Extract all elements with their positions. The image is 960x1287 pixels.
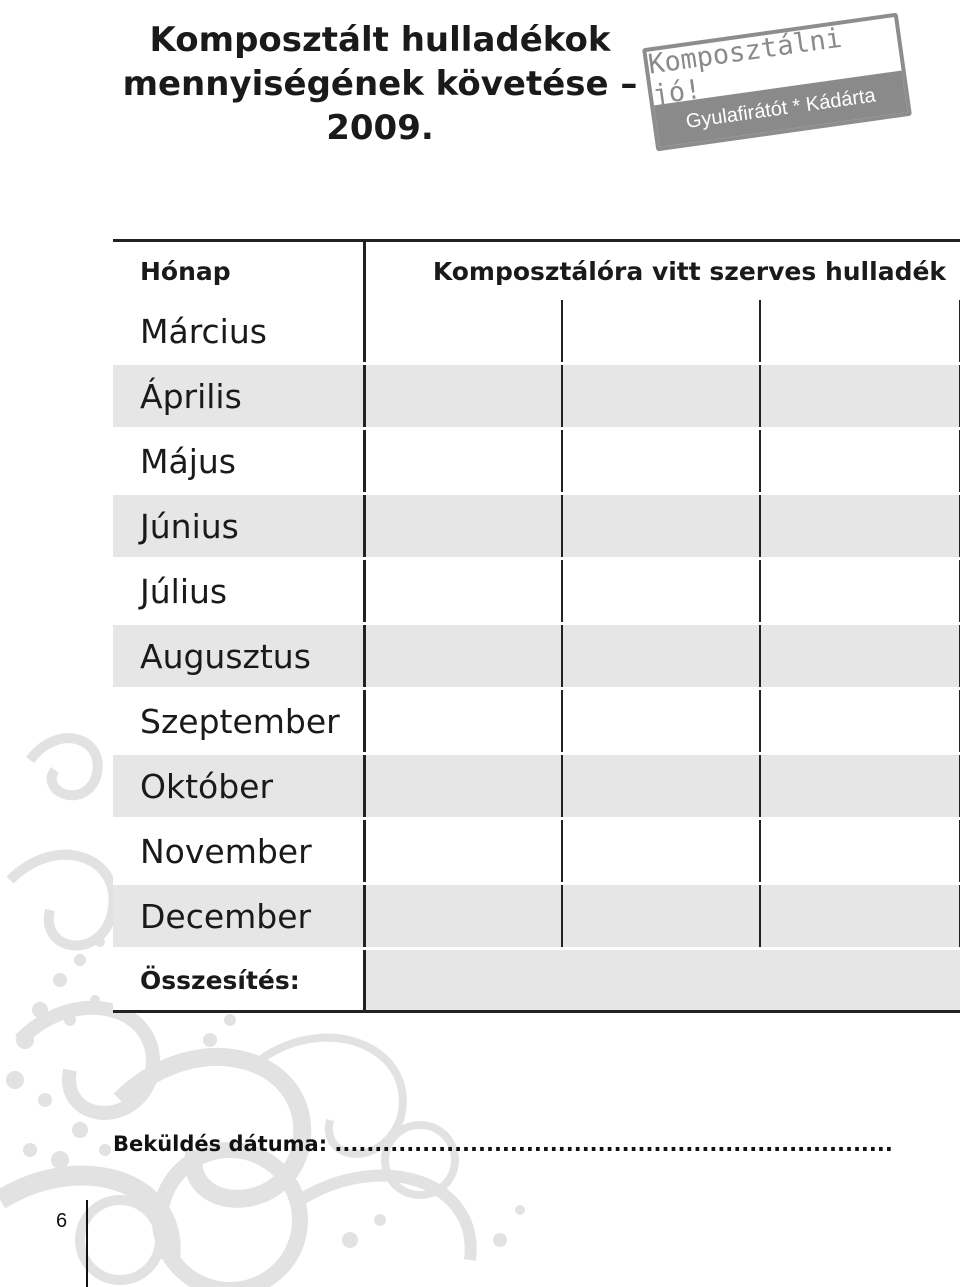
header-waste: Komposztálóra vitt szerves hulladék	[364, 241, 960, 301]
month-label: Március	[113, 300, 364, 364]
page-title	[120, 18, 640, 150]
table-row	[113, 624, 960, 689]
table-row	[113, 364, 960, 429]
table-row	[113, 429, 960, 494]
entry-cell[interactable]	[760, 819, 960, 884]
entry-cell[interactable]	[562, 494, 760, 559]
entry-cell[interactable]	[378, 429, 562, 494]
summary-label: Összesítés:	[113, 949, 364, 1012]
waste-table	[113, 239, 960, 1013]
table-row	[113, 559, 960, 624]
stamp-bottom-text: Gyulafirátót * Kádárta	[654, 71, 907, 147]
month-label: Augusztus	[113, 624, 364, 689]
entry-cell[interactable]	[760, 364, 960, 429]
table-row	[113, 689, 960, 754]
page-number: 6	[56, 1210, 68, 1232]
table-row	[113, 754, 960, 819]
stamp-top-text: Komposztálni jó!	[646, 22, 844, 112]
entry-cell[interactable]	[760, 754, 960, 819]
title-line-3: 2009.	[326, 108, 434, 148]
table-row	[113, 494, 960, 559]
entry-cell[interactable]	[378, 494, 562, 559]
entry-cell[interactable]	[562, 429, 760, 494]
month-label: Július	[113, 559, 364, 624]
entry-cell[interactable]	[562, 300, 760, 364]
header-month: Hónap	[113, 241, 364, 301]
page-divider	[86, 1200, 88, 1287]
month-label: Szeptember	[113, 689, 364, 754]
entry-cell[interactable]	[562, 364, 760, 429]
summary-row	[113, 949, 960, 1012]
month-label: November	[113, 819, 364, 884]
entry-cell[interactable]	[760, 300, 960, 364]
entry-cell[interactable]	[760, 624, 960, 689]
entry-cell[interactable]	[760, 884, 960, 949]
entry-cell[interactable]	[378, 689, 562, 754]
month-label: Október	[113, 754, 364, 819]
title-line-2: mennyiségének követése –	[122, 64, 638, 104]
table-row	[113, 884, 960, 949]
summary-cell[interactable]	[364, 949, 960, 1012]
entry-cell[interactable]	[562, 624, 760, 689]
entry-cell[interactable]	[378, 819, 562, 884]
entry-cell[interactable]	[378, 559, 562, 624]
table-row	[113, 819, 960, 884]
month-label: December	[113, 884, 364, 949]
entry-cell[interactable]	[760, 559, 960, 624]
entry-cell[interactable]	[760, 429, 960, 494]
entry-cell[interactable]	[378, 884, 562, 949]
entry-cell[interactable]	[378, 754, 562, 819]
entry-cell[interactable]	[562, 884, 760, 949]
entry-cell[interactable]	[378, 364, 562, 429]
title-line-1: Komposztált hulladékok	[149, 20, 611, 60]
month-label: Április	[113, 364, 364, 429]
entry-cell[interactable]	[562, 819, 760, 884]
month-label: Május	[113, 429, 364, 494]
entry-cell[interactable]	[562, 689, 760, 754]
table-row	[113, 300, 960, 364]
entry-cell[interactable]	[760, 689, 960, 754]
entry-cell[interactable]	[760, 494, 960, 559]
entry-cell[interactable]	[562, 754, 760, 819]
entry-cell[interactable]	[378, 624, 562, 689]
month-label: Június	[113, 494, 364, 559]
entry-cell[interactable]	[378, 300, 562, 364]
send-date-field: Beküldés dátuma: ......................................................................	[113, 1132, 893, 1156]
entry-cell[interactable]	[562, 559, 760, 624]
stamp-logo	[642, 13, 912, 152]
